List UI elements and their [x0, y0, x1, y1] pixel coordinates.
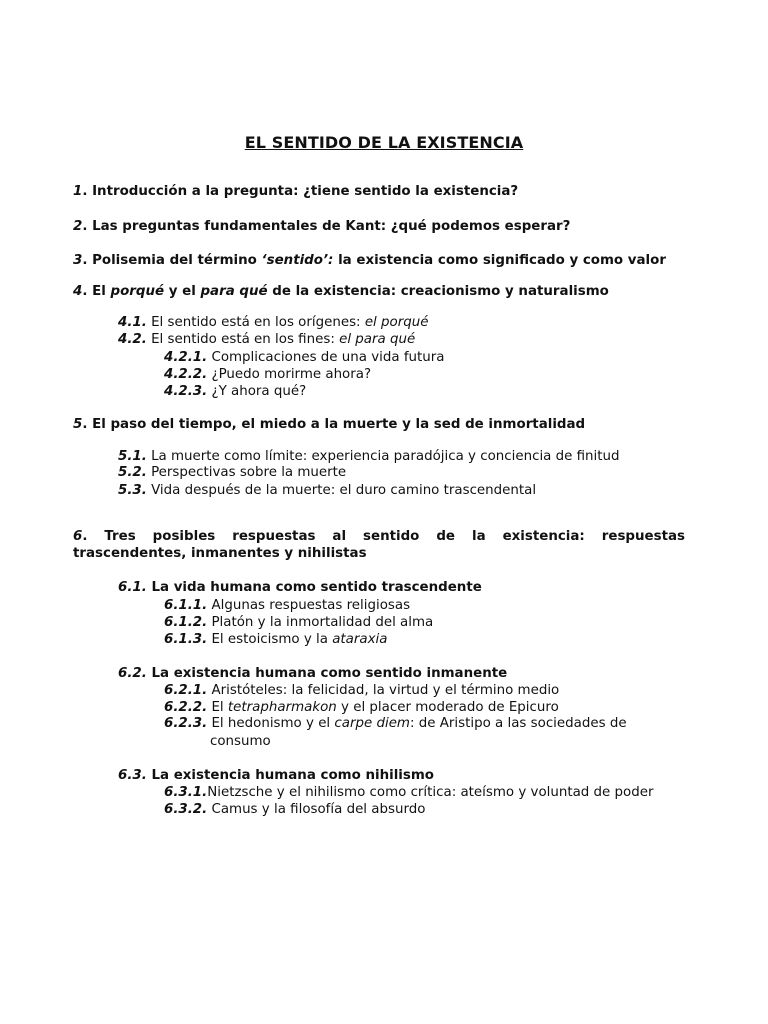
subsection-5-3: 5.3. Vida después de la muerte: el duro camino trascendental: [118, 483, 537, 498]
document-title: EL SENTIDO DE LA EXISTENCIA: [244, 133, 524, 152]
subsection-5-1: 5.1. La muerte como límite: experiencia paradójica y conciencia de finitud: [118, 449, 620, 464]
section-6: 6. Tres posibles respuestas al sentido de la existencia: respuestas trascendentes, inmanentes y nihilistas: [73, 529, 685, 561]
subsection-4-2: 4.2. El sentido está en los fines: el para qué: [118, 332, 416, 347]
section-3: 3. Polisemia del término ‘sentido’: la existencia como significado y como valor: [73, 253, 666, 268]
subsection-6-2: 6.2. La existencia humana como sentido inmanente: [118, 666, 508, 681]
subsection-6-3-2: 6.3.2. Camus y la filosofía del absurdo: [164, 802, 426, 817]
section-1: 1. Introducción a la pregunta: ¿tiene sentido la existencia?: [73, 184, 519, 199]
subsection-5-2: 5.2. Perspectivas sobre la muerte: [118, 465, 347, 480]
subsection-6-3-1: 6.3.1.Nietzsche y el nihilismo como crítica: ateísmo y voluntad de poder: [164, 785, 654, 800]
subsection-4-1: 4.1. El sentido está en los orígenes: el porqué: [118, 315, 429, 330]
section-4: 4. El porqué y el para qué de la existencia: creacionismo y naturalismo: [73, 284, 609, 299]
section-5: 5. El paso del tiempo, el miedo a la muerte y la sed de inmortalidad: [73, 417, 586, 432]
subsection-6-3: 6.3. La existencia humana como nihilismo: [118, 768, 435, 783]
section-2: 2. Las preguntas fundamentales de Kant: ¿qué podemos esperar?: [73, 219, 571, 234]
subsection-6-2-3-continuation: consumo: [210, 734, 271, 749]
subsection-4-2-3: 4.2.3. ¿Y ahora qué?: [164, 384, 307, 399]
subsection-6-1-3: 6.1.3. El estoicismo y la ataraxia: [164, 632, 388, 647]
subsection-6-2-1: 6.2.1. Aristóteles: la felicidad, la virtud y el término medio: [164, 683, 560, 698]
subsection-6-2-3: 6.2.3. El hedonismo y el carpe diem: de Aristipo a las sociedades de: [164, 716, 627, 731]
subsection-6-1-1: 6.1.1. Algunas respuestas religiosas: [164, 598, 411, 613]
subsection-4-2-1: 4.2.1. Complicaciones de una vida futura: [164, 350, 445, 365]
subsection-6-2-2: 6.2.2. El tetrapharmakon y el placer moderado de Epicuro: [164, 700, 559, 715]
subsection-4-2-2: 4.2.2. ¿Puedo morirme ahora?: [164, 367, 372, 382]
subsection-6-1-2: 6.1.2. Platón y la inmortalidad del alma: [164, 615, 434, 630]
subsection-6-1: 6.1. La vida humana como sentido trascendente: [118, 580, 482, 595]
